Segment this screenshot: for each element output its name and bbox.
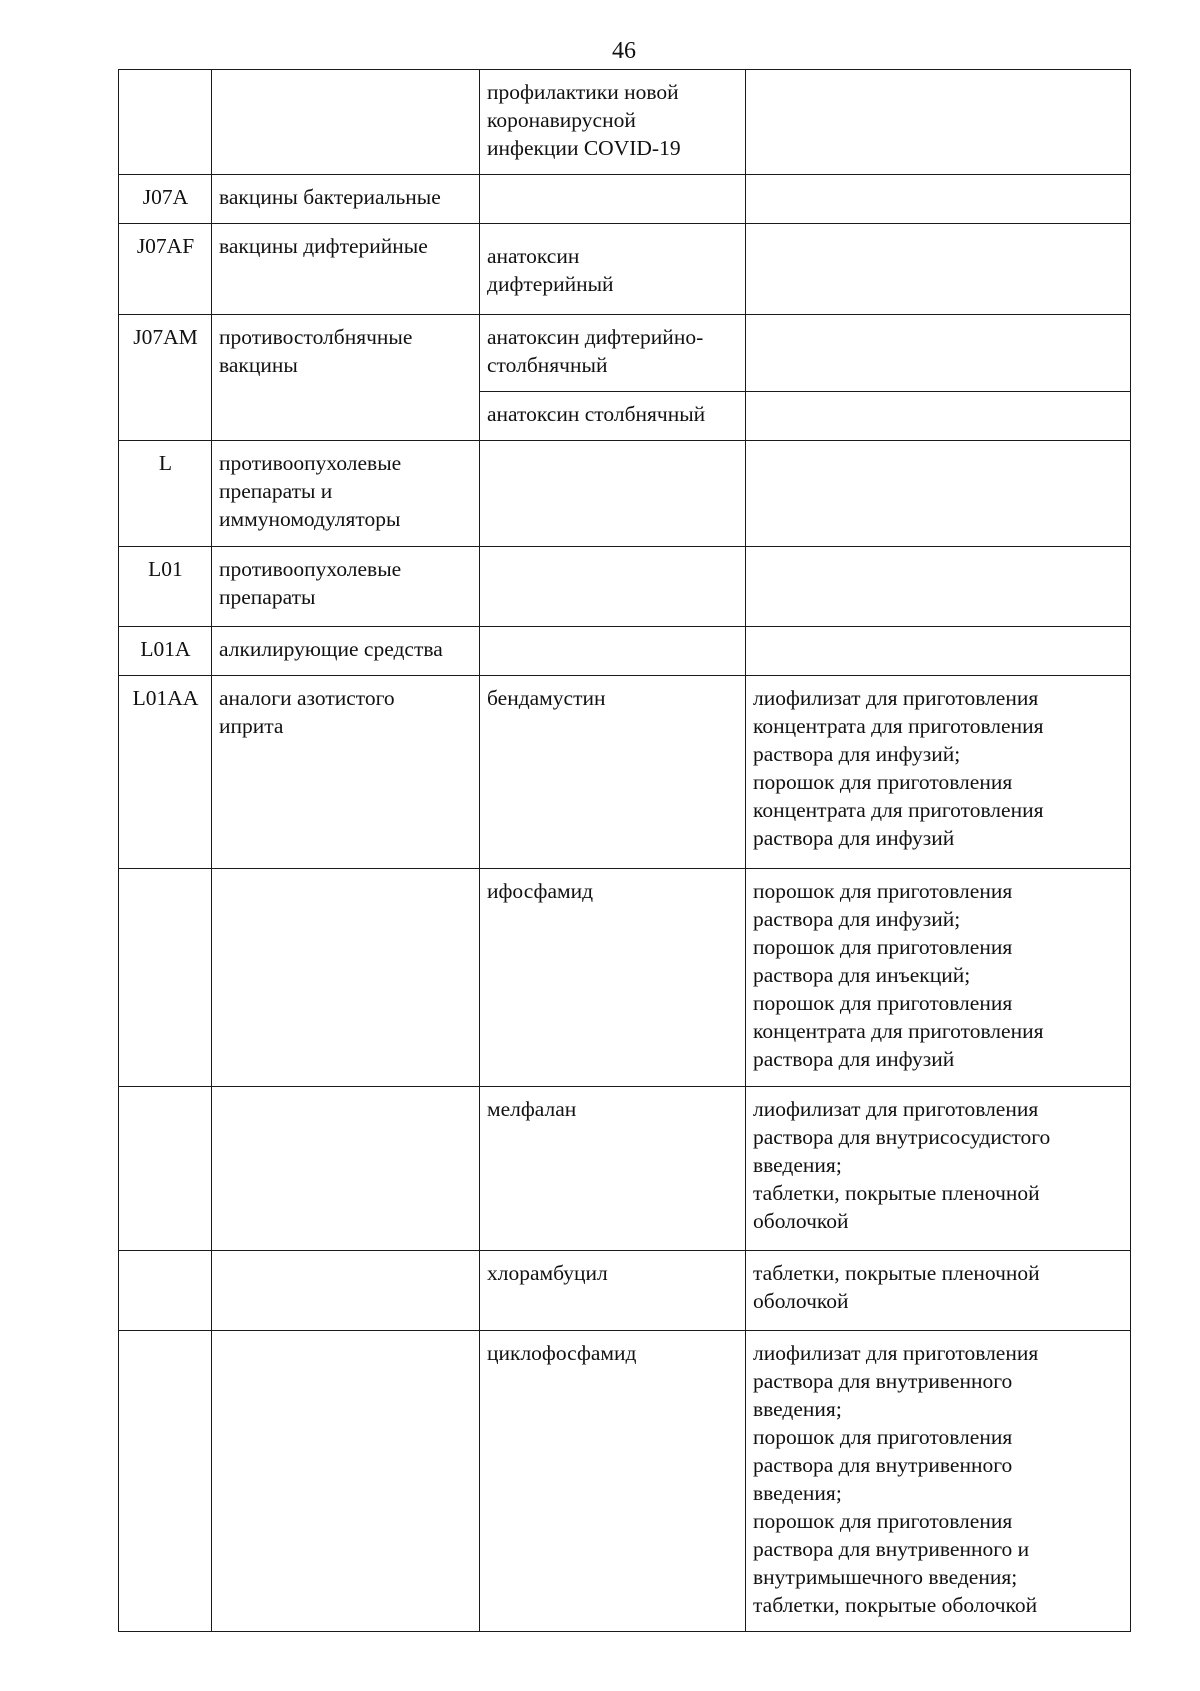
drug-list-table (118, 69, 1131, 1632)
atc-code-cell: J07AM (119, 315, 212, 441)
dosage-form-cell: лиофилизат для приготовления раствора для внутрисосудистого введения; таблетки, покрытые пленочной оболочкой (746, 1087, 1131, 1251)
atc-code-cell (119, 1251, 212, 1331)
table-row (119, 441, 1131, 547)
group-cell: вакцины бактериальные (212, 175, 480, 224)
table-row (119, 676, 1131, 869)
dosage-form-cell (746, 547, 1131, 627)
table-row (119, 70, 1131, 175)
drug-name-cell: циклофосфамид (480, 1331, 746, 1632)
group-cell: противостолбнячные вакцины (212, 315, 480, 441)
group-cell (212, 869, 480, 1087)
table-row (119, 1251, 1131, 1331)
atc-code-cell: J07A (119, 175, 212, 224)
dosage-form-cell: таблетки, покрытые пленочной оболочкой (746, 1251, 1131, 1331)
table-row (119, 315, 1131, 392)
group-cell: противоопухолевые препараты (212, 547, 480, 627)
dosage-form-cell (746, 315, 1131, 392)
table-row (119, 869, 1131, 1087)
drug-name-cell (480, 547, 746, 627)
atc-code-cell: L01 (119, 547, 212, 627)
group-cell (212, 1251, 480, 1331)
dosage-form-cell: порошок для приготовления раствора для инфузий; порошок для приготовления раствора для инъекций; порошок для приготовления концентрата для приготовления раствора для инфузий (746, 869, 1131, 1087)
dosage-form-cell: лиофилизат для приготовления концентрата для приготовления раствора для инфузий; порошок для приготовления концентрата для приготовления раствора для инфузий (746, 676, 1131, 869)
group-cell: аналоги азотистого иприта (212, 676, 480, 869)
table-row (119, 224, 1131, 315)
drug-name-cell (480, 627, 746, 676)
drug-name-cell: хлорамбуцил (480, 1251, 746, 1331)
group-cell (212, 1087, 480, 1251)
group-cell: противоопухолевые препараты и иммуномодуляторы (212, 441, 480, 547)
atc-code-cell: L (119, 441, 212, 547)
dosage-form-cell (746, 224, 1131, 315)
dosage-form-cell (746, 175, 1131, 224)
atc-code-cell (119, 1331, 212, 1632)
drug-name-cell: ифосфамид (480, 869, 746, 1087)
table-row (119, 547, 1131, 627)
group-cell: вакцины дифтерийные (212, 224, 480, 315)
table-row (119, 1331, 1131, 1632)
dosage-form-cell (746, 627, 1131, 676)
drug-name-cell: мелфалан (480, 1087, 746, 1251)
drug-name-cell (480, 441, 746, 547)
drug-name-cell: анатоксин дифтерийный (480, 224, 746, 315)
group-cell (212, 70, 480, 175)
group-cell (212, 1331, 480, 1632)
dosage-form-cell (746, 70, 1131, 175)
table-row (119, 175, 1131, 224)
atc-code-cell (119, 70, 212, 175)
dosage-form-cell (746, 441, 1131, 547)
atc-code-cell: L01AA (119, 676, 212, 869)
table-row (119, 627, 1131, 676)
drug-name-cell: анатоксин дифтерийно- столбнячный (480, 315, 746, 392)
atc-code-cell: L01A (119, 627, 212, 676)
dosage-form-cell (746, 392, 1131, 441)
atc-code-cell: J07AF (119, 224, 212, 315)
page-number: 46 (612, 38, 636, 64)
drug-name-cell: профилактики новой коронавирусной инфекции COVID-19 (480, 70, 746, 175)
drug-name-cell: анатоксин столбнячный (480, 392, 746, 441)
drug-name-cell (480, 175, 746, 224)
group-cell: алкилирующие средства (212, 627, 480, 676)
atc-code-cell (119, 869, 212, 1087)
drug-name-cell: бендамустин (480, 676, 746, 869)
table-row (119, 1087, 1131, 1251)
dosage-form-cell: лиофилизат для приготовления раствора для внутривенного введения; порошок для приготовления раствора для внутривенного введения; порошок для приготовления раствора для внутривенного и внутримышечного введения; таблетки, покрытые оболочкой (746, 1331, 1131, 1632)
atc-code-cell (119, 1087, 212, 1251)
